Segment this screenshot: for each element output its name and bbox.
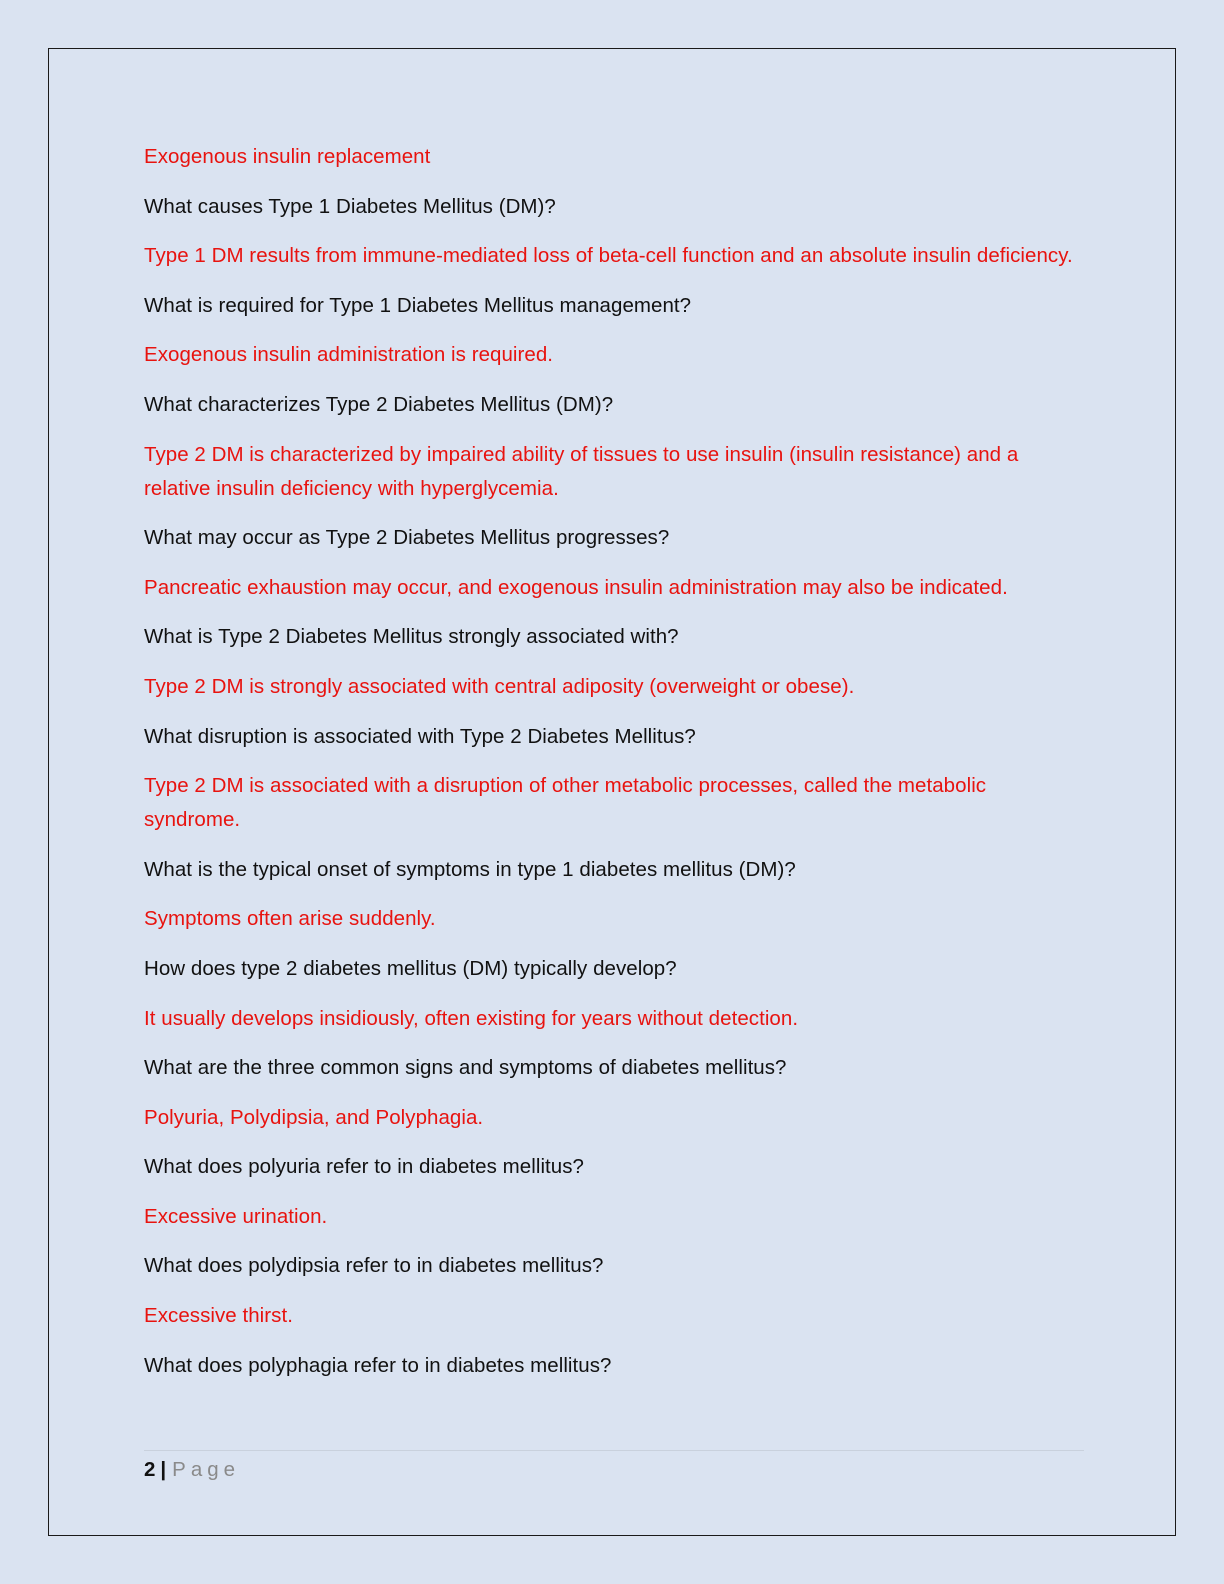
question-text: What may occur as Type 2 Diabetes Mellitus progresses? [144, 526, 670, 550]
answer-text: Excessive thirst. [144, 1304, 293, 1328]
question-text: What is Type 2 Diabetes Mellitus strongly associated with? [144, 625, 679, 649]
question-text: What is required for Type 1 Diabetes Mellitus management? [144, 293, 692, 317]
question-text: What characterizes Type 2 Diabetes Mellitus (DM)? [144, 392, 614, 416]
answer-text: Polyuria, Polydipsia, and Polyphagia. [144, 1105, 484, 1129]
answer-text: Type 2 DM is characterized by impaired ability of tissues to use insulin (insulin resistance) and a relative insulin deficiency with hyperglycemia. [144, 442, 1019, 500]
question-text: What causes Type 1 Diabetes Mellitus (DM)? [144, 194, 556, 218]
page-label: Page [172, 1458, 241, 1481]
page-footer [144, 1455, 240, 1485]
question-text: What does polydipsia refer to in diabetes mellitus? [144, 1254, 604, 1278]
answer-text: Exogenous insulin administration is required. [144, 343, 554, 367]
answer-text: Exogenous insulin replacement [144, 145, 431, 168]
document-body [144, 140, 1084, 1398]
question-text: What is the typical onset of symptoms in type 1 diabetes mellitus (DM)? [144, 857, 796, 881]
answer-text: It usually develops insidiously, often existing for years without detection. [144, 1006, 799, 1030]
answer-text: Excessive urination. [144, 1204, 328, 1228]
footer-separator: | [160, 1458, 167, 1481]
answer-text: Pancreatic exhaustion may occur, and exogenous insulin administration may also be indicated. [144, 575, 1008, 599]
answer-text: Type 2 DM is associated with a disruption of other metabolic processes, called the metabolic syndrome. [144, 774, 987, 832]
question-text: What does polyuria refer to in diabetes mellitus? [144, 1155, 585, 1179]
answer-text: Symptoms often arise suddenly. [144, 907, 436, 931]
question-text: How does type 2 diabetes mellitus (DM) typically develop? [144, 956, 677, 980]
question-text: What disruption is associated with Type 2 Diabetes Mellitus? [144, 724, 696, 748]
answer-text: Type 1 DM results from immune-mediated loss of beta-cell function and an absolute insulin deficiency. [144, 244, 1073, 268]
question-text: What does polyphagia refer to in diabetes mellitus? [144, 1353, 612, 1377]
question-text: What are the three common signs and symptoms of diabetes mellitus? [144, 1056, 787, 1080]
answer-text: Type 2 DM is strongly associated with central adiposity (overweight or obese). [144, 674, 855, 698]
footer-divider [144, 1450, 1084, 1451]
page-number: 2 [144, 1458, 156, 1481]
